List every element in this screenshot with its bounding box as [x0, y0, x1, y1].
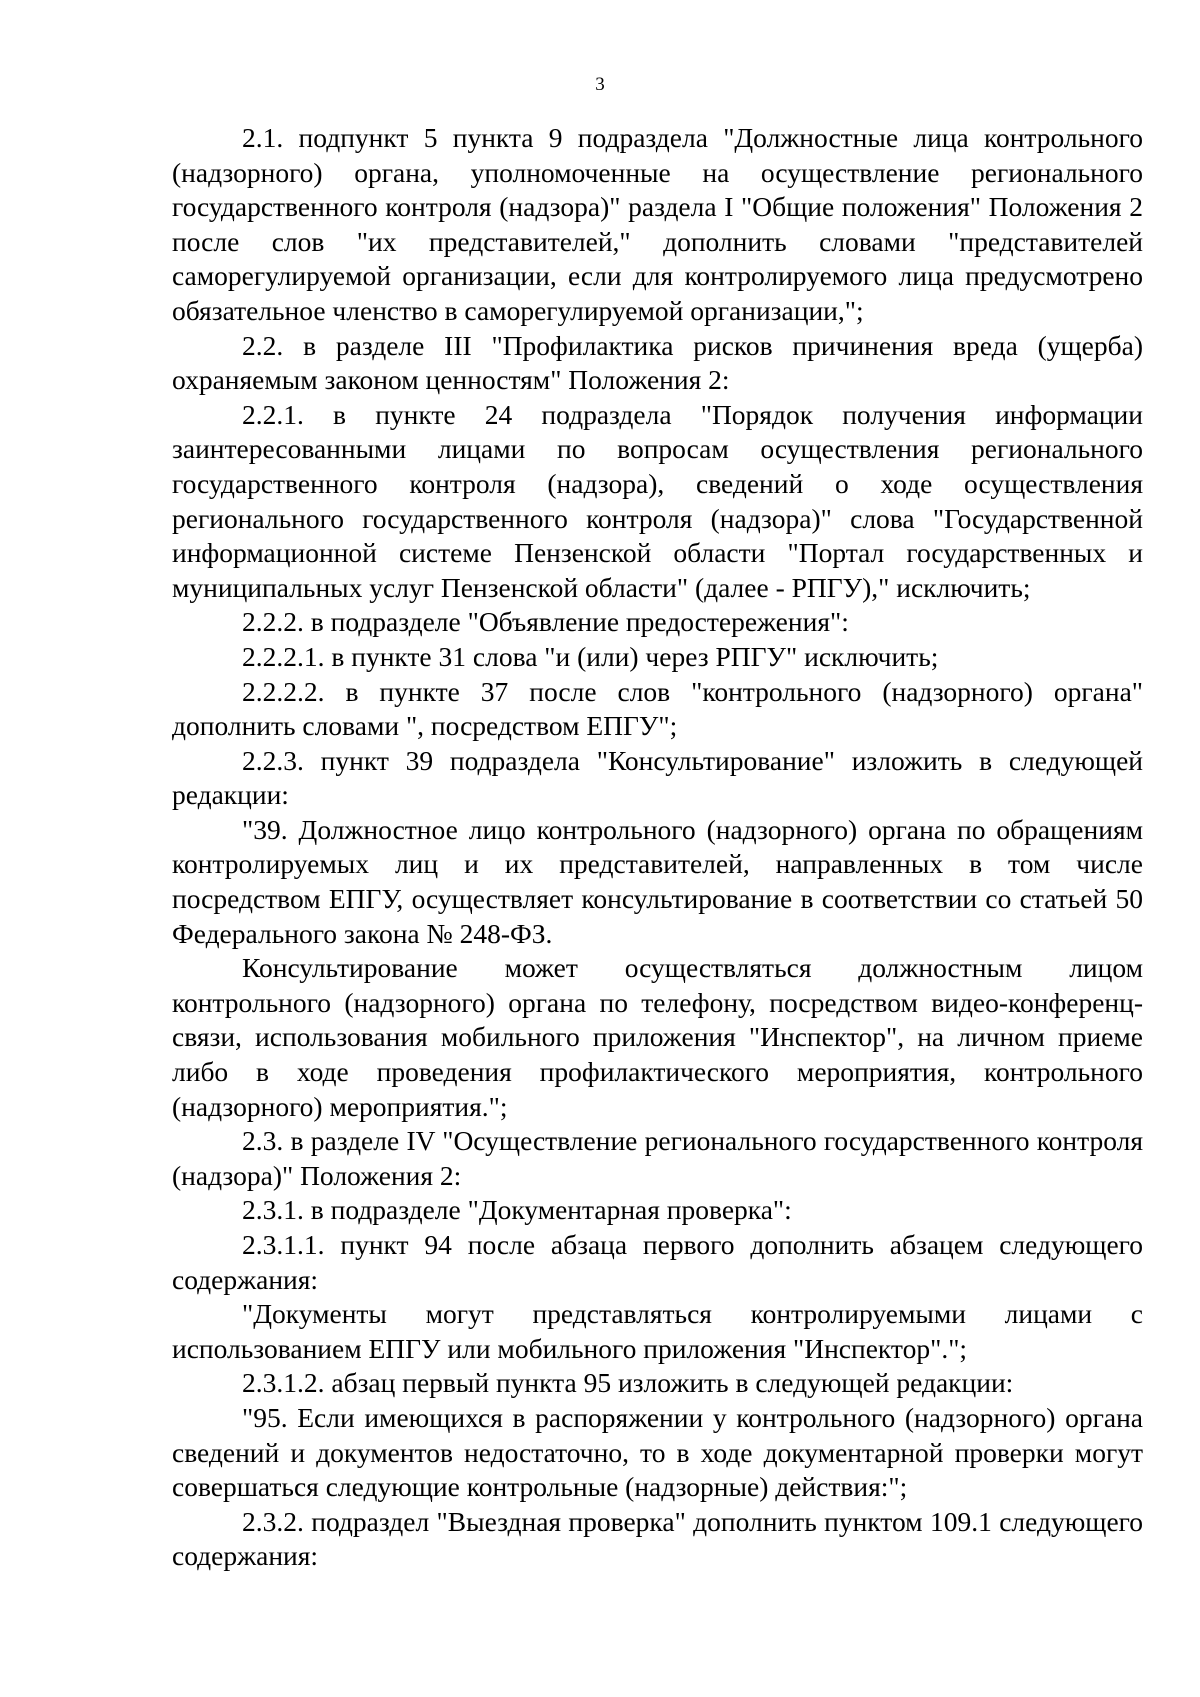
paragraph-2-3-1-1: 2.3.1.1. пункт 94 после абзаца первого дополнить абзацем следующего содержания: — [172, 1229, 1143, 1295]
paragraph-2-2-2: 2.2.2. в подразделе "Объявление предостережения": — [242, 606, 849, 638]
paragraph-2-2-2-2: 2.2.2.2. в пункте 37 после слов "контрольного (надзорного) органа" дополнить словами ", посредством ЕПГУ"; — [172, 675, 1143, 742]
paragraph-2-2-2-1: 2.2.2.1. в пункте 31 слова "и (или) через РПГУ" исключить; — [242, 640, 939, 672]
paragraph-2-3-1-2: 2.3.1.2. абзац первый пункта 95 изложить в следующей редакции: — [242, 1367, 1014, 1399]
paragraph-2-3: 2.3. в разделе IV "Осуществление регионального государственного контроля (надзора)" Положения 2: — [172, 1125, 1143, 1191]
paragraph-2-3-2: 2.3.2. подраздел "Выездная проверка" дополнить пунктом 109.1 следующего содержания: — [172, 1505, 1143, 1572]
page-number: 3 — [595, 74, 605, 95]
paragraph-2-2-3: 2.2.3. пункт 39 подраздела "Консультирование" изложить в следующей редакции: — [172, 744, 1143, 811]
paragraph-consulting: Консультирование может осуществляться должностным лицом контрольного (надзорного) органа по телефону, посредством видео-конференц-связи, использования мобильного приложения "Инспектор", на личном приеме либо в ходе проведения профилактического мероприятия, контрольного (надзорного) мероприятия."; — [172, 952, 1143, 1122]
paragraph-2-1: 2.1. подпункт 5 пункта 9 подраздела "Должностные лица контрольного (надзорного) органа, уполномоченные на осуществление регионального государственного контроля (надзора)" раздела I "Общие положения" Положения 2 после слов "их представителей," дополнить словами "представителей саморегулируемой организации, если для контролируемого лица предусмотрено обязательное членство в саморегулируемой организации,"; — [172, 122, 1143, 326]
paragraph-2-2: 2.2. в разделе III "Профилактика рисков причинения вреда (ущерба) охраняемым законом ценностям" Положения 2: — [172, 329, 1143, 396]
paragraph-quote-39: "39. Должностное лицо контрольного (надзорного) органа по обращениям контролируемых лиц и их представителей, направленных в том числе посредством ЕПГУ, осуществляет консультирование в соответствии со статьей 50 Федерального закона № 248-ФЗ. — [172, 813, 1143, 949]
paragraph-quote-95: "95. Если имеющихся в распоряжении у контрольного (надзорного) органа сведений и документов недостаточно, то в ходе документарной проверки могут совершаться следующие контрольные (надзорные) действия:"; — [172, 1401, 1143, 1503]
document-body — [172, 121, 1143, 1574]
paragraph-2-2-1: 2.2.1. в пункте 24 подраздела "Порядок получения информации заинтересованными лицами по вопросам осуществления регионального государственного контроля (надзора), сведений о ходе осуществления регионального государственного контроля (надзора)" слова "Государственной информационной системе Пензенской области "Портал государственных и муниципальных услуг Пензенской области" (далее - РПГУ)," исключить; — [172, 398, 1143, 603]
paragraph-2-3-1: 2.3.1. в подразделе "Документарная проверка": — [242, 1194, 792, 1226]
paragraph-quote-documents: "Документы могут представляться контролируемыми лицами с использованием ЕПГУ или мобильного приложения "Инспектор"."; — [172, 1298, 1143, 1364]
